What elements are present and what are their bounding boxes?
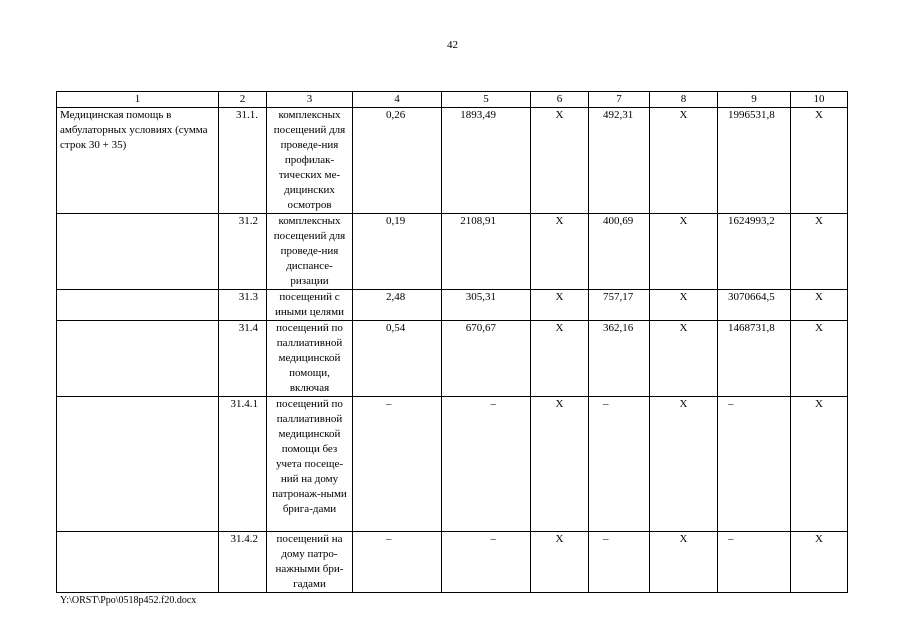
cell-value: Х [791, 290, 848, 321]
cell-value: 0,19 [353, 214, 442, 290]
cell-value: – [718, 532, 791, 593]
cell-value: – [353, 397, 442, 532]
column-header: 5 [442, 92, 531, 108]
cell-value: Х [531, 214, 589, 290]
cell-row-number: 31.4.2 [219, 532, 267, 593]
column-header: 6 [531, 92, 589, 108]
column-header: 7 [589, 92, 650, 108]
cell-value: Х [531, 108, 589, 214]
table-row [57, 532, 848, 593]
cell-description [57, 397, 219, 532]
cell-value: – [442, 397, 531, 532]
cell-row-number: 31.4 [219, 321, 267, 397]
cell-value: Х [531, 532, 589, 593]
cell-value: Х [650, 321, 718, 397]
cell-description [57, 532, 219, 593]
cell-unit: комплексных посещений для проведе-ния профилак-тических ме-дицинских осмотров [267, 108, 353, 214]
cell-value: 2108,91 [442, 214, 531, 290]
table-header-row [57, 92, 848, 108]
cell-value: Х [650, 532, 718, 593]
cell-unit: посещений с иными целями [267, 290, 353, 321]
cell-value: Х [650, 397, 718, 532]
cell-value: 670,67 [442, 321, 531, 397]
cell-value: 362,16 [589, 321, 650, 397]
cell-unit: посещений по паллиативной медицинской помощи, включая [267, 321, 353, 397]
table-row [57, 321, 848, 397]
cell-value: Х [650, 108, 718, 214]
cell-value: – [442, 532, 531, 593]
cell-description [57, 214, 219, 290]
cell-value: 1893,49 [442, 108, 531, 214]
cell-value: – [589, 397, 650, 532]
column-header: 3 [267, 92, 353, 108]
cell-value: Х [650, 290, 718, 321]
table-row [57, 290, 848, 321]
cell-unit: комплексных посещений для проведе-ния диспансе-ризации [267, 214, 353, 290]
cell-value: – [353, 532, 442, 593]
cell-value: 757,17 [589, 290, 650, 321]
cell-value: Х [791, 532, 848, 593]
cell-unit: посещений по паллиативной медицинской помощи без учета посеще-ний на дому патронаж-ными брига-дами [267, 397, 353, 532]
cell-value: Х [791, 321, 848, 397]
cell-value: Х [531, 397, 589, 532]
cell-unit: посещений на дому патро-нажными бри-гадами [267, 532, 353, 593]
cell-value: 0,54 [353, 321, 442, 397]
cell-row-number: 31.1. [219, 108, 267, 214]
column-header: 2 [219, 92, 267, 108]
cell-value: – [718, 397, 791, 532]
cell-value: 1996531,8 [718, 108, 791, 214]
cell-value: 2,48 [353, 290, 442, 321]
table-row [57, 108, 848, 214]
cell-value: Х [531, 321, 589, 397]
footer-file-path: Y:\ORST\Ppo\0518p452.f20.docx [60, 595, 197, 606]
cell-value: Х [791, 214, 848, 290]
cell-value: Х [791, 108, 848, 214]
cell-description: Медицинская помощь в амбулаторных условиях (сумма строк 30 + 35) [57, 108, 219, 214]
cell-description [57, 290, 219, 321]
cell-value: 305,31 [442, 290, 531, 321]
cell-value: 1624993,2 [718, 214, 791, 290]
cell-value: 400,69 [589, 214, 650, 290]
cell-row-number: 31.4.1 [219, 397, 267, 532]
cell-value: Х [791, 397, 848, 532]
column-header: 1 [57, 92, 219, 108]
cell-value: 1468731,8 [718, 321, 791, 397]
table-row [57, 397, 848, 532]
column-header: 8 [650, 92, 718, 108]
page-number: 42 [447, 39, 458, 51]
cell-value: Х [531, 290, 589, 321]
cell-row-number: 31.2 [219, 214, 267, 290]
cell-value: 0,26 [353, 108, 442, 214]
cell-value: Х [650, 214, 718, 290]
cell-row-number: 31.3 [219, 290, 267, 321]
cell-value: – [589, 532, 650, 593]
column-header: 10 [791, 92, 848, 108]
column-header: 9 [718, 92, 791, 108]
cell-value: 3070664,5 [718, 290, 791, 321]
cell-description [57, 321, 219, 397]
data-table [56, 91, 848, 593]
column-header: 4 [353, 92, 442, 108]
cell-value: 492,31 [589, 108, 650, 214]
table-row [57, 214, 848, 290]
